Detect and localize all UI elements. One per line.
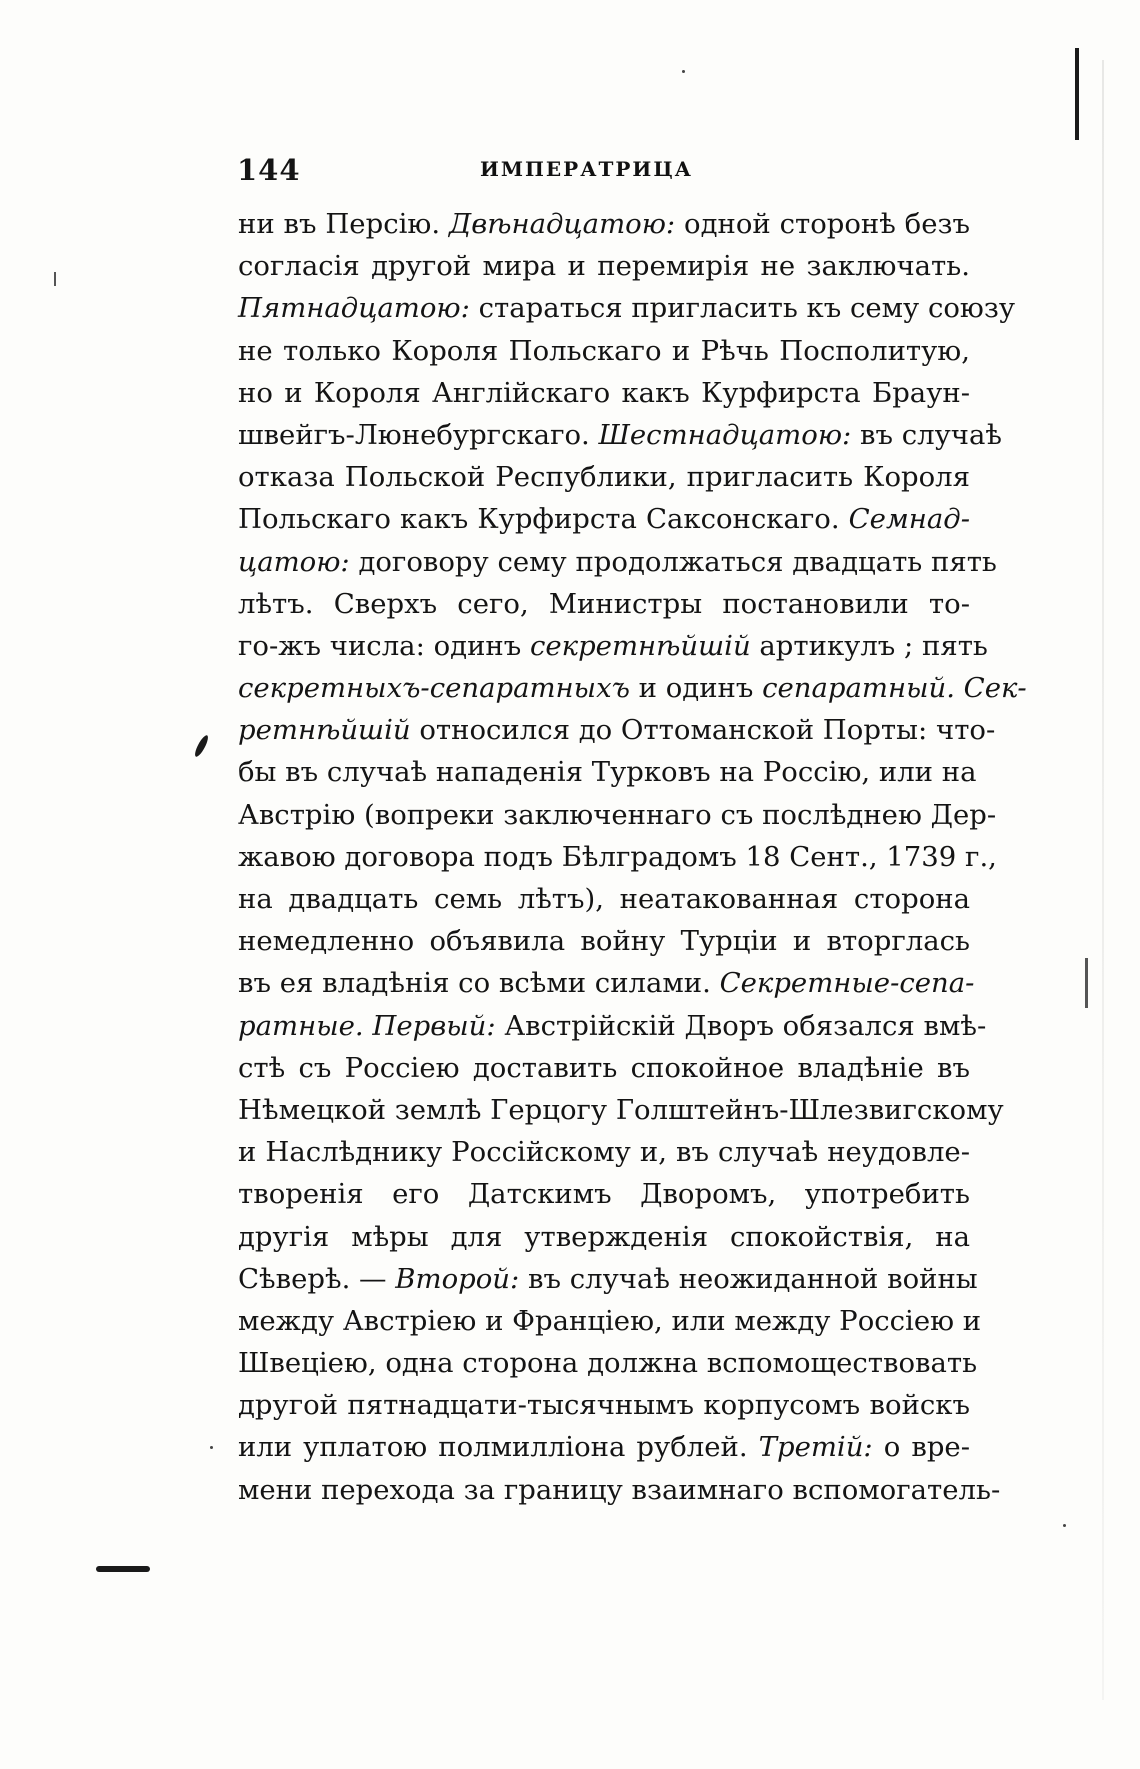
italic-text-run: Секретные-сепа- [719, 967, 975, 1000]
scan-speck [682, 70, 685, 73]
italic-text-run: ратные. Первый: [238, 1009, 496, 1042]
text-line [238, 203, 970, 245]
text-line [238, 794, 997, 836]
text-run: между Австріею и Франціею, или между Россіею и [238, 1304, 982, 1337]
text-line [238, 667, 1027, 709]
text-run: артикулъ ; пять [750, 629, 988, 662]
text-run: Нѣмецкой землѣ Герцогу Голштейнъ-Шлезвигскому [238, 1093, 1004, 1126]
text-line [238, 836, 997, 878]
scan-margin-bar [1075, 48, 1079, 140]
text-run: въ ея владѣнія со всѣми силами. [238, 967, 720, 1000]
text-run: немедленно объявила войну Турціи и вторглась [238, 925, 970, 958]
text-line [238, 583, 970, 625]
italic-text-run: Пятнадцатою: [238, 292, 470, 325]
ink-blot [193, 734, 210, 758]
scan-speck [1063, 1524, 1066, 1527]
text-run: договору сему продолжаться двадцать пять [349, 545, 997, 578]
text-run: го-жъ числа: одинъ [238, 629, 530, 662]
italic-text-run: Двѣнадцатою: [448, 208, 676, 240]
body-text [238, 203, 1027, 1511]
text-run: отказа Польской Республики, пригласить Короля [238, 461, 970, 494]
text-run: Польскаго какъ Курфирста Саксонскаго. [238, 503, 849, 536]
text-line [238, 1005, 987, 1047]
text-run: бы въ случаѣ нападенія Турковъ на Россію, или на [238, 756, 977, 789]
text-run: и Наслѣднику Россійскому и, въ случаѣ неудовле- [238, 1136, 970, 1169]
page-number: 144 [237, 153, 301, 187]
text-line [238, 920, 970, 962]
text-run: Швеціею, одна сторона должна вспомоществовать [238, 1347, 978, 1380]
text-run: Австрійскій Дворъ обязался вмѣ- [495, 1009, 987, 1042]
running-head: ИМПЕРАТРИЦА [480, 157, 693, 181]
text-run: и одинъ [629, 672, 763, 705]
text-line [238, 414, 1002, 456]
text-line [238, 541, 997, 583]
scan-speck [54, 272, 56, 286]
text-line [238, 330, 970, 372]
text-line [238, 751, 977, 793]
scan-margin-dash [96, 1566, 150, 1572]
text-line [238, 1216, 970, 1258]
text-line [238, 498, 970, 540]
text-run: въ случаѣ неожиданной войны [519, 1262, 978, 1295]
text-line [238, 1089, 1004, 1131]
text-line [238, 1173, 970, 1215]
text-line [238, 709, 996, 751]
text-run: швейгъ-Люнебургскаго. [238, 418, 599, 451]
text-run: одной сторонѣ безъ [675, 208, 970, 240]
scan-margin-bar [1085, 958, 1088, 1008]
italic-text-run: ретнѣйшій [238, 714, 411, 747]
text-line [238, 1469, 1001, 1511]
italic-text-run: цатою: [238, 545, 350, 578]
text-line [238, 1131, 970, 1173]
italic-text-run: Второй: [395, 1262, 520, 1295]
text-run: согласія другой мира и перемирія не заключать. [238, 250, 970, 283]
italic-text-run: Третій: [758, 1431, 873, 1464]
text-line [238, 245, 970, 287]
text-line [238, 1426, 970, 1468]
text-line [238, 1342, 978, 1384]
text-line [238, 372, 970, 414]
italic-text-run: сепаратный. Сек- [762, 672, 1027, 705]
italic-text-run: Семнад- [848, 503, 970, 536]
text-line [238, 962, 975, 1004]
text-run: не только Короля Польскаго и Рѣчь Посполитую, [238, 334, 970, 367]
text-line [238, 625, 988, 667]
text-line [238, 1300, 982, 1342]
text-run: въ случаѣ [851, 418, 1002, 451]
page-header [237, 153, 970, 193]
text-run: другой пятнадцати-тысячнымъ корпусомъ войскъ [238, 1389, 970, 1422]
text-line [238, 456, 970, 498]
text-line [238, 1047, 970, 1089]
text-run: но и Короля Англійскаго какъ Курфирста Браун- [238, 376, 970, 409]
italic-text-run: секретнѣйшій [529, 629, 751, 662]
text-run: творенія его Датскимъ Дворомъ, употребить [238, 1178, 970, 1211]
scan-edge [1102, 60, 1104, 1700]
text-run: относился до Оттоманской Порты: что- [410, 714, 996, 747]
scan-speck [210, 1446, 213, 1449]
text-line [238, 1384, 970, 1426]
text-run: мени перехода за границу взаимнаго вспомогатель- [238, 1473, 1001, 1506]
text-run: или уплатою полмилліона рублей. [238, 1431, 759, 1464]
text-run: другія мѣры для утвержденія спокойствія, на [238, 1220, 970, 1253]
text-run: жавою договора подъ Бѣлградомъ 18 Сент., 1739 г., [238, 840, 997, 873]
text-run: о вре- [872, 1431, 970, 1464]
text-run: Сѣверѣ. — [238, 1262, 396, 1295]
text-line [238, 878, 970, 920]
text-run: Австрію (вопреки заключеннаго съ послѣднею Дер- [238, 798, 997, 831]
italic-text-run: секретныхъ-сепаратныхъ [238, 672, 630, 705]
text-run: ни въ Персію. [238, 208, 449, 240]
italic-text-run: Шестнадцатою: [598, 418, 852, 451]
text-run: стараться пригласить къ сему союзу [469, 292, 1016, 325]
text-line [238, 1258, 978, 1300]
text-run: стѣ съ Россіею доставить спокойное владѣніе въ [238, 1051, 970, 1084]
text-run: лѣтъ. Сверхъ сего, Министры постановили то- [238, 587, 970, 620]
text-line [238, 287, 1016, 329]
text-run: на двадцать семь лѣтъ), неатакованная сторона [238, 883, 970, 915]
